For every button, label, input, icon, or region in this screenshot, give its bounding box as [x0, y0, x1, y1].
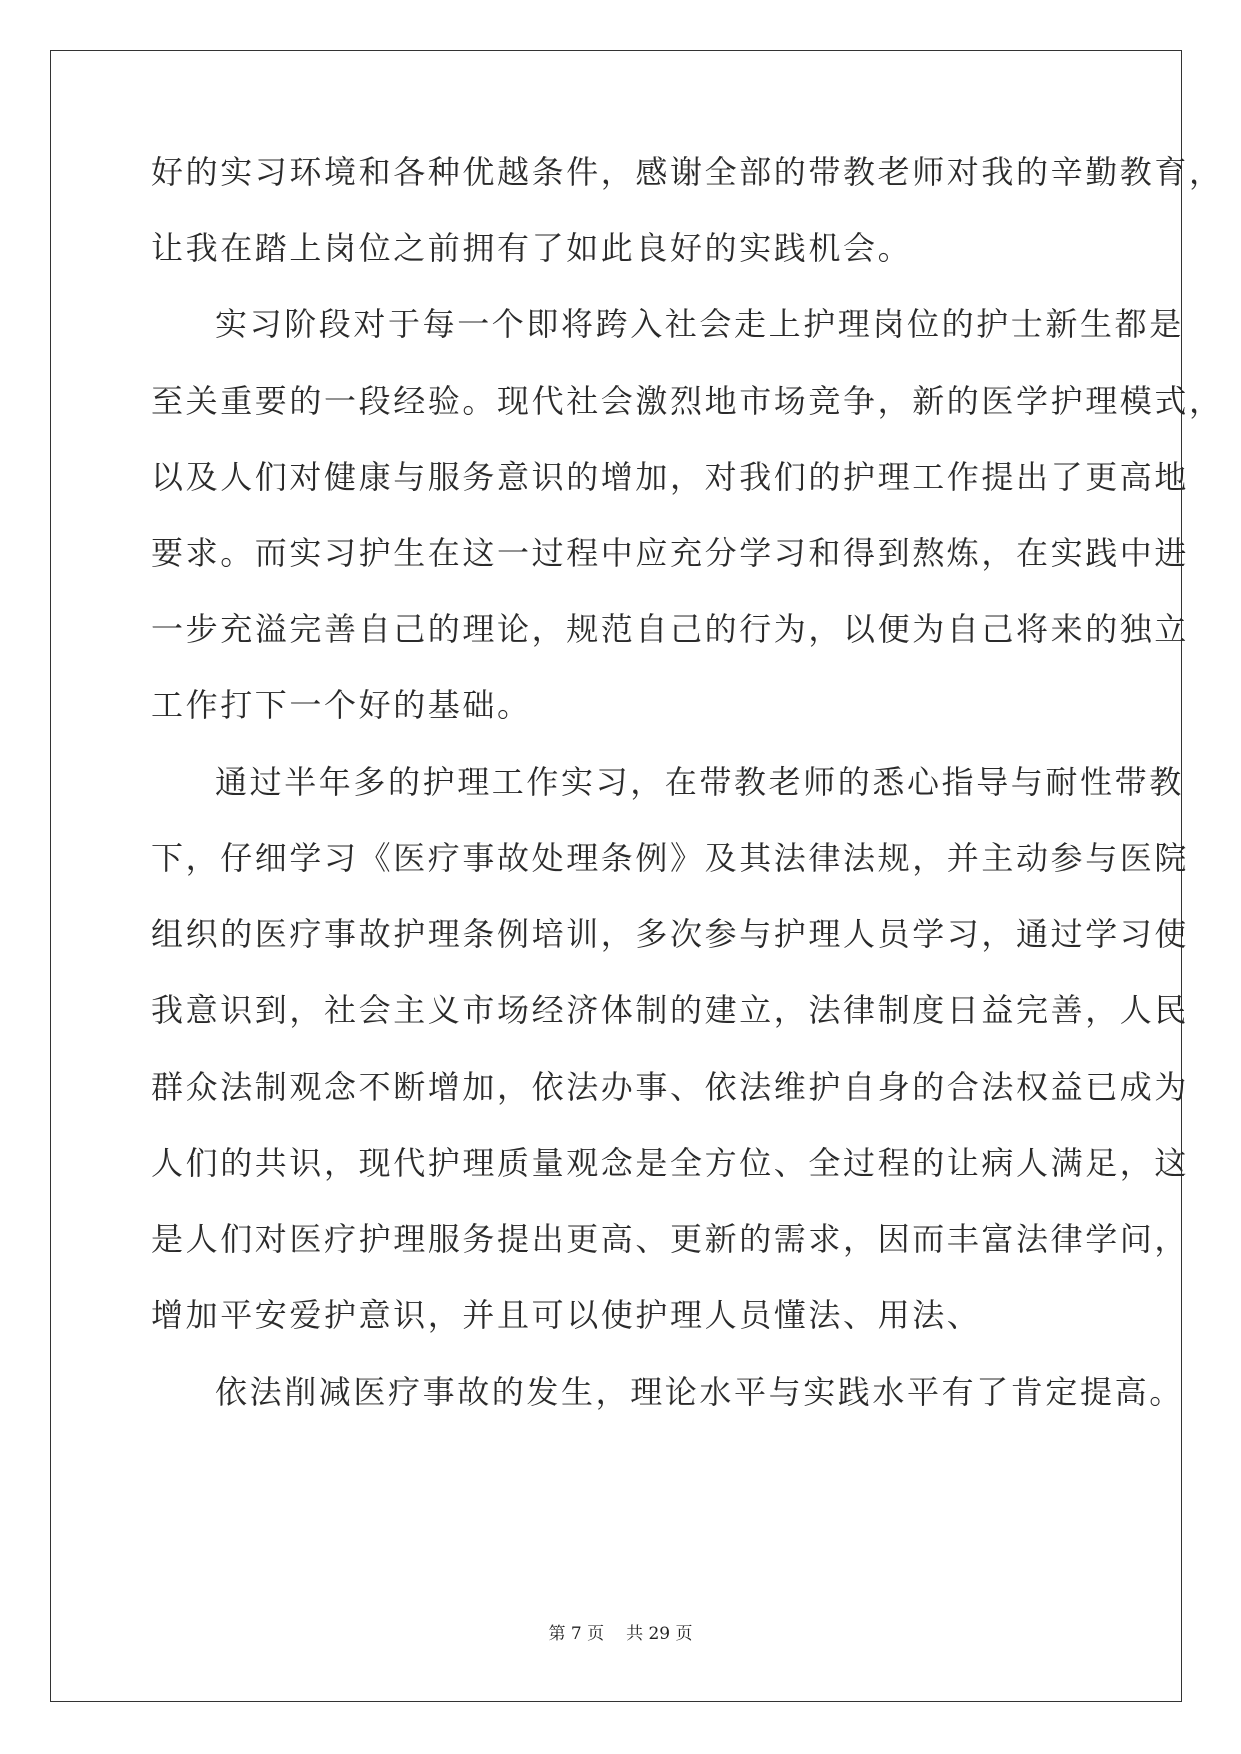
- text-line: 至关重要的一段经验。现代社会激烈地市场竞争，新的医学护理模式，: [151, 382, 1224, 420]
- text-line: 组织的医疗事故护理条例培训，多次参与护理人员学习，通过学习使: [151, 915, 1190, 953]
- text-line: 让我在踏上岗位之前拥有了如此良好的实践机会。: [151, 229, 913, 267]
- text-line: 群众法制观念不断增加，依法办事、依法维护自身的合法权益已成为: [151, 1068, 1190, 1106]
- text-line: 我意识到，社会主义市场经济体制的建立，法律制度日益完善，人民: [151, 991, 1190, 1029]
- text-line: 下，仔细学习《医疗事故处理条例》及其法律法规，并主动参与医院: [151, 839, 1190, 877]
- text-line: 一步充溢完善自己的理论，规范自己的行为，以便为自己将来的独立: [151, 610, 1190, 648]
- text-line: 以及人们对健康与服务意识的增加，对我们的护理工作提出了更高地: [151, 458, 1190, 496]
- text-line: 依法削减医疗事故的发生，理论水平与实践水平有了肯定提高。: [215, 1373, 1184, 1411]
- text-line: 是人们对医疗护理服务提出更高、更新的需求，因而丰富法律学问，: [151, 1220, 1190, 1258]
- text-line: 工作打下一个好的基础。: [151, 686, 532, 724]
- page-footer: [0, 1624, 1241, 1644]
- text-line: 通过半年多的护理工作实习，在带教老师的悉心指导与耐性带教: [215, 763, 1184, 801]
- text-line: 好的实习环境和各种优越条件，感谢全部的带教老师对我的辛勤教育，: [151, 153, 1224, 191]
- text-line: 要求。而实习护生在这一过程中应充分学习和得到熬炼，在实践中进: [151, 534, 1190, 572]
- text-line: 实习阶段对于每一个即将跨入社会走上护理岗位的护士新生都是: [215, 305, 1184, 343]
- text-line: 增加平安爱护意识，并且可以使护理人员懂法、用法、: [151, 1296, 982, 1334]
- text-line: 人们的共识，现代护理质量观念是全方位、全过程的让病人满足，这: [151, 1144, 1190, 1182]
- page-number: 第 7 页: [548, 1624, 605, 1644]
- page-total: 共 29 页: [626, 1624, 693, 1644]
